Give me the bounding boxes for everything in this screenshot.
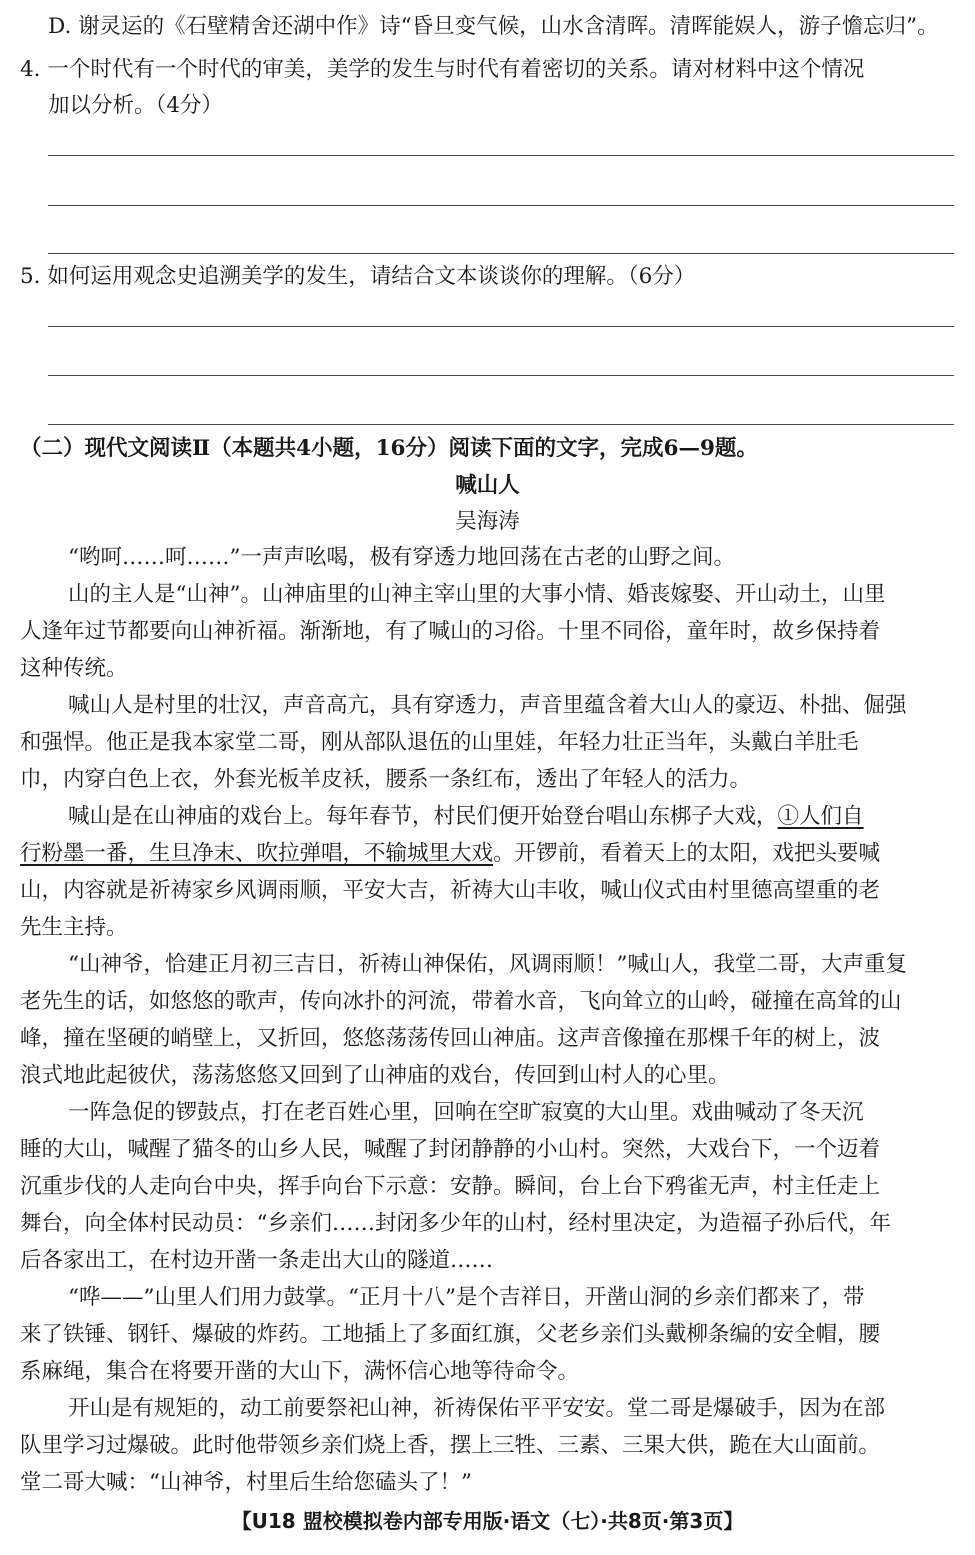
paragraph-text: 。开锣前，看着天上的太阳，戏把头要喊 (493, 841, 881, 866)
q3-option-d: D. 谢灵运的《石壁精舍还湖中作》诗“昏旦变气候，山水含清晖。清晖能娱人，游子憺忘归”。 (48, 14, 939, 39)
paragraph-line: 山的主人是“山神”。山神庙里的山神主宰山里的大事小情、婚丧嫁娶、开山动土，山里 (68, 582, 886, 607)
paragraph-line: 峰，撞在坚硬的峭壁上，又折回，悠悠荡荡传回山神庙。这声音像撞在那棵千年的树上，波 (20, 1026, 881, 1051)
paragraph-line: “哟呵……呵……”一声声吆喝，极有穿透力地回荡在古老的山野之间。 (68, 545, 735, 570)
answer-line[interactable] (48, 326, 954, 327)
paragraph-line: 和强悍。他正是我本家堂二哥，刚从部队退伍的山里娃，年轻力壮正当年，头戴白羊肚毛 (20, 730, 859, 755)
paragraph-line: 睡的大山，喊醒了猫冬的山乡人民，喊醒了封闭静静的小山村。突然，大戏台下，一个迈着 (20, 1137, 881, 1162)
paragraph-text: 喊山是在山神庙的戏台上。每年春节，村民们便开始登台唱山东梆子大戏， (68, 804, 778, 829)
page-footer: 【U18 盟校模拟卷内部专用版·语文（七）·共8页·第3页】 (231, 1509, 744, 1533)
paragraph-line: 队里学习过爆破。此时他带领乡亲们烧上香，摆上三牲、三素、三果大供，跪在大山面前。 (20, 1433, 881, 1458)
paragraph-line: 一阵急促的锣鼓点，打在老百姓心里，回响在空旷寂寞的大山里。戏曲喊动了冬天沉 (68, 1100, 864, 1125)
paragraph-line: 舞台，向全体村民动员：“乡亲们……封闭多少年的山村，经村里决定，为造福子孙后代，年 (20, 1211, 891, 1236)
q4-line-1: 4. 一个时代有一个时代的审美，美学的发生与时代有着密切的关系。请对材料中这个情况 (20, 57, 865, 82)
underlined-sentence-1: 行粉墨一番，生旦净末、吹拉弹唱，不输城里大戏 (20, 841, 494, 866)
paragraph-line: 人逢年过节都要向山神祈福。渐渐地，有了喊山的习俗。十里不同俗，童年时，故乡保持着 (20, 619, 881, 644)
paragraph-line: 巾，内穿白色上衣，外套光板羊皮袄，腰系一条红布，透出了年轻人的活力。 (20, 767, 752, 792)
paragraph-line: 喊山人是村里的壮汉，声音高亢，具有穿透力，声音里蕴含着大山人的豪迈、朴拙、倔强 (68, 693, 907, 718)
paragraph-line: 后各家出工，在村边开凿一条走出大山的隧道…… (20, 1248, 494, 1273)
article-title: 喊山人 (455, 473, 520, 498)
article-author: 吴海涛 (455, 509, 520, 534)
paragraph-line (20, 839, 880, 869)
paragraph-line: 系麻绳，集合在将要开凿的大山下，满怀信心地等待命令。 (20, 1359, 580, 1384)
paragraph-line: 先生主持。 (20, 915, 128, 940)
answer-line[interactable] (48, 155, 954, 156)
paragraph-line: 这种传统。 (20, 656, 128, 681)
answer-line[interactable] (48, 424, 954, 425)
paragraph-line: 堂二哥大喊：“山神爷，村里后生给您磕头了！” (20, 1470, 472, 1495)
q4-line-2: 加以分析。（4分） (48, 93, 223, 118)
paragraph-line: 沉重步伐的人走向台中央，挥手向台下示意：安静。瞬间，台上台下鸦雀无声，村主任走上 (20, 1174, 881, 1199)
section-header: （二）现代文阅读Ⅱ（本题共4小题，16分）阅读下面的文字，完成6—9题。 (20, 436, 758, 461)
paragraph-line: 山，内容就是祈祷家乡风调雨顺，平安大吉，祈祷大山丰收，喊山仪式由村里德高望重的老 (20, 878, 881, 903)
answer-line[interactable] (48, 375, 954, 376)
paragraph-line (68, 802, 864, 832)
q5-line-1: 5. 如何运用观念史追溯美学的发生，请结合文本谈谈你的理解。（6分） (20, 264, 696, 289)
paragraph-line: 来了铁锤、钢钎、爆破的炸药。工地插上了多面红旗，父老乡亲们头戴柳条编的安全帽，腰 (20, 1322, 881, 1347)
answer-line[interactable] (48, 253, 954, 254)
paragraph-line: “山神爷，恰建正月初三吉日，祈祷山神保佑，风调雨顺！”喊山人，我堂二哥，大声重复 (68, 952, 907, 977)
underlined-sentence-1: ①人们自 (777, 804, 864, 829)
paragraph-line: 浪式地此起彼伏，荡荡悠悠又回到了山神庙的戏台，传回到山村人的心里。 (20, 1063, 730, 1088)
paragraph-line: 开山是有规矩的，动工前要祭祀山神，祈祷保佑平平安安。堂二哥是爆破手，因为在部 (68, 1396, 886, 1421)
paragraph-line: 老先生的话，如悠悠的歌声，传向冰扑的河流，带着水音，飞向耸立的山岭，碰撞在高耸的山 (20, 989, 902, 1014)
paragraph-line: “哗——”山里人们用力鼓掌。“正月十八”是个吉祥日，开凿山洞的乡亲们都来了，带 (68, 1285, 865, 1310)
answer-line[interactable] (48, 205, 954, 206)
